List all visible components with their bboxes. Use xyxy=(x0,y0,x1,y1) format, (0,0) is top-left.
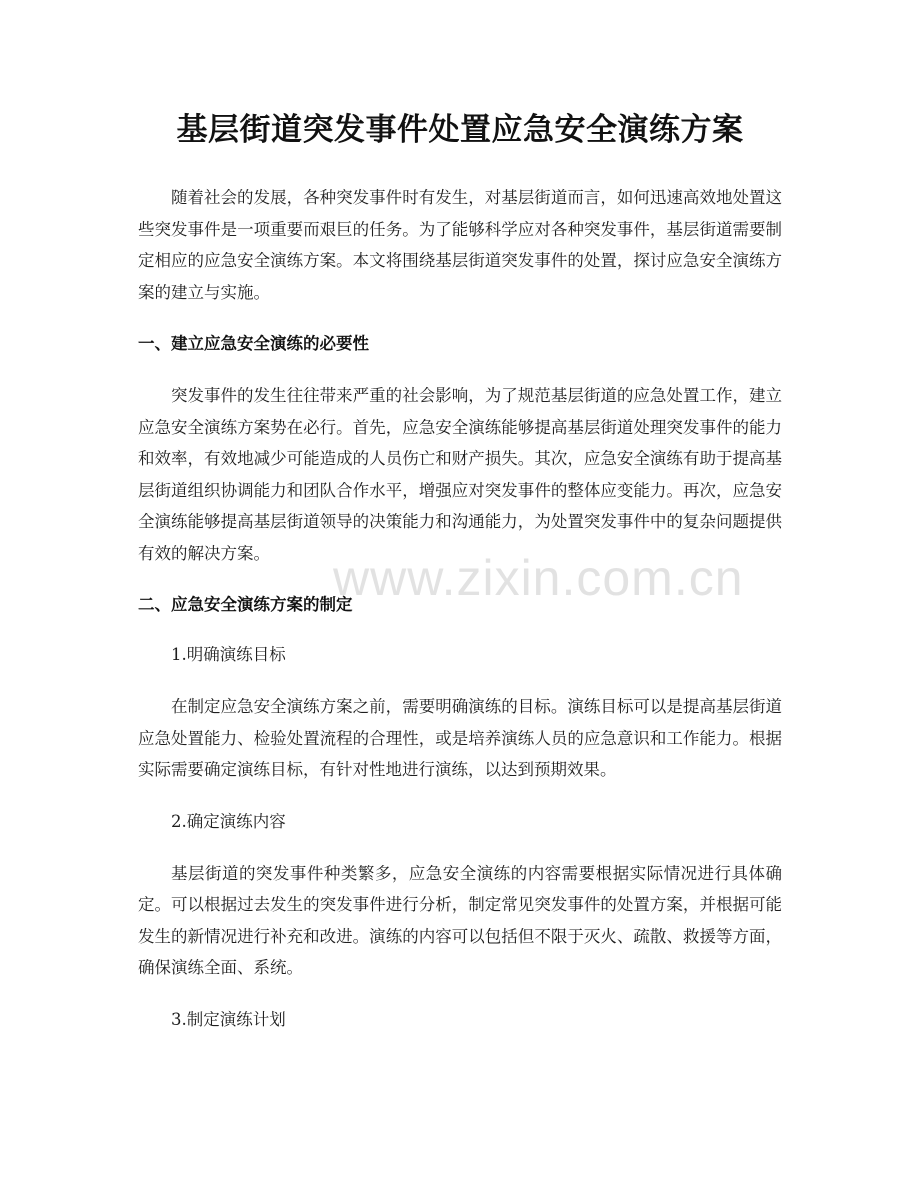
subsection-2-heading: 2.确定演练内容 xyxy=(171,811,286,831)
watermark: www.zixin.com.cn xyxy=(333,550,744,606)
section-2-heading: 二、应急安全演练方案的制定 xyxy=(138,595,353,614)
subsection-2-paragraph: 基层街道的突发事件种类繁多，应急安全演练的内容需要根据实际情况进行具体确定。可以根据过去发生的突发事件进行分析，制定常见突发事件的处置方案，并根据可能发生的新情况进行补充和改进。演练的内容可以包括但不限于灭火、疏散、救援等方面，确保演练全面、系统。 xyxy=(138,863,782,977)
subsection-1-paragraph: 在制定应急安全演练方案之前，需要明确演练的目标。演练目标可以是提高基层街道应急处置能力、检验处置流程的合理性，或是培养演练人员的应急意识和工作能力。根据实际需要确定演练目标，有针对性地进行演练，以达到预期效果。 xyxy=(138,697,782,779)
document-title: 基层街道突发事件处置应急安全演练方案 xyxy=(176,112,744,148)
section-1-heading: 一、建立应急安全演练的必要性 xyxy=(138,334,369,353)
subsection-3-heading: 3.制定演练计划 xyxy=(171,1009,286,1029)
subsection-1-heading: 1.明确演练目标 xyxy=(171,645,286,664)
intro-paragraph: 随着社会的发展，各种突发事件时有发生，对基层街道而言，如何迅速高效地处置这些突发事件是一项重要而艰巨的任务。为了能够科学应对各种突发事件，基层街道需要制定相应的应急安全演练方案。本文将围绕基层街道突发事件的处置，探讨应急安全演练方案的建立与实施。 xyxy=(138,188,782,302)
section-1-paragraph: 突发事件的发生往往带来严重的社会影响，为了规范基层街道的应急处置工作，建立应急安全演练方案势在必行。首先，应急安全演练能够提高基层街道处理突发事件的能力和效率，有效地减少可能造成的人员伤亡和财产损失。其次，应急安全演练有助于提高基层街道组织协调能力和团队合作水平，增强应对突发事件的整体应变能力。再次，应急安全演练能够提高基层街道领导的决策能力和沟通能力，为处置突发事件中的复杂问题提供有效的解决方案。 xyxy=(138,386,782,563)
